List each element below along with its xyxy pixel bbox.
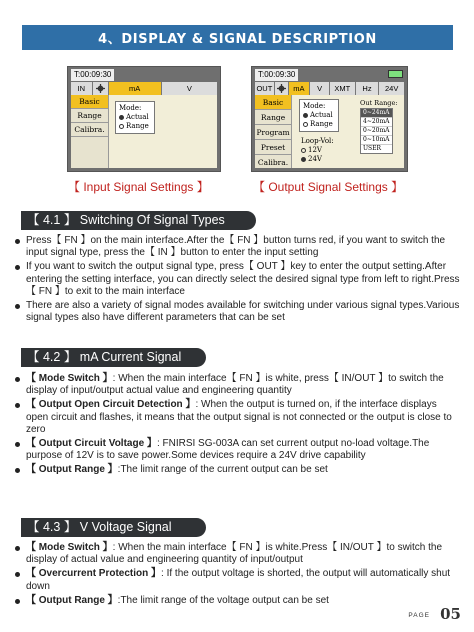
bullet-dot: [15, 442, 20, 447]
screen-body: [71, 82, 217, 168]
mode-label: Mode:: [303, 102, 326, 110]
bullet-dot: [15, 377, 20, 382]
bullet-keyword: 【 Output Range 】: [26, 594, 118, 606]
bullet-dot: [15, 599, 20, 604]
bullet-text: : When the main interface【 FN 】is white, press【 IN/OUT 】to switch the display of input/output actual value and engineering quantity: [26, 373, 444, 397]
bullet-dot: [15, 239, 20, 244]
bullet-text: If you want to switch the output signal type, press【 OUT 】key to enter the output setting.After entering the setting interface, you can directly select the desired signal type from left to right.Press【 FN 】to exit to the main interface: [26, 261, 460, 297]
bullet-keyword: 【 Mode Switch 】: [26, 373, 113, 384]
radio-icon: [119, 124, 124, 129]
range-option: 0~20mA: [361, 127, 392, 136]
bullet-keyword: 【 Overcurrent Protection 】: [26, 568, 162, 580]
list-item: [10, 399, 460, 436]
bullet-keyword: 【 Mode Switch 】: [26, 542, 113, 553]
bullet-text: : When the main interface【 FN 】is white.Press【 IN/OUT 】to switch the display of actual value and engineering quantity of input/output: [26, 542, 443, 566]
section-heading-4-2: 【 4.2 】 mA Current Signal: [21, 348, 206, 367]
bullet-text: : When the output is turned on, if the interface displays open circuit and flashes, it means that the output signal is not connected or the output is close to zero: [26, 399, 452, 435]
mode-option-range: Range: [310, 120, 333, 128]
mode-option-range: Range: [126, 122, 149, 130]
mode-box: [115, 101, 155, 134]
time-display: T:00:09:30: [71, 69, 114, 81]
time-display: T:00:09:30: [255, 69, 298, 81]
output-caption: 【 Output Signal Settings 】: [253, 180, 404, 194]
loop-vol-label: Loop-Vol:: [301, 137, 334, 145]
bullet-text: : If the output voltage is shorted, the output will automatically shut down: [26, 568, 451, 592]
gear-icon: [93, 82, 109, 95]
list-item: [10, 595, 460, 607]
out-range-panel: [360, 99, 398, 154]
side-item-range: Range: [255, 110, 291, 125]
list-item: [10, 235, 460, 259]
tab-24v: 24V: [379, 82, 404, 95]
page-label: PAGE: [408, 612, 430, 619]
tab-ma: mA: [289, 82, 311, 95]
bullet-text: Press【 FN 】on the main interface.After the【 FN 】button turns red, if you want to switch the input signal type, press the【 IN 】button to enter the input setting: [26, 235, 446, 259]
side-item-program: Program: [255, 125, 291, 140]
bullet-text: There are also a variety of signal modes available for switching under various signal types.Various signal types also have different parameters that can be set: [26, 300, 460, 324]
list-item: [10, 300, 460, 324]
bullet-dot: [15, 403, 20, 408]
mode-option-actual: Actual: [126, 113, 149, 121]
list-item: [10, 542, 460, 566]
loop-option-24v: 24V: [308, 155, 322, 163]
list-item: [10, 464, 460, 476]
side-item-range: Range: [71, 109, 108, 123]
radio-icon: [301, 148, 306, 153]
mode-option-actual: Actual: [310, 111, 333, 119]
page-title: 4、DISPLAY & SIGNAL DESCRIPTION: [98, 32, 377, 47]
tab-out: OUT: [255, 82, 275, 95]
bullet-text: : FNIRSI SG-003A can set current output no-load voltage.The purpose of 12V is to save power.Some devices require a 24V drive capability: [26, 438, 430, 462]
out-range-list: [360, 108, 393, 154]
input-signal-screen: [67, 66, 221, 172]
tab-hz: Hz: [356, 82, 380, 95]
side-menu: [255, 95, 292, 168]
tab-v: V: [310, 82, 330, 95]
bullet-dot: [15, 468, 20, 473]
bullet-text: :The limit range of the voltage output can be set: [117, 594, 329, 606]
list-item: [10, 568, 460, 592]
radio-icon: [303, 122, 308, 127]
screen-body: [255, 82, 404, 168]
radio-selected-icon: [119, 115, 124, 120]
input-caption: 【 Input Signal Settings 】: [68, 180, 209, 194]
bullet-dot: [15, 265, 20, 270]
bullet-dot: [15, 572, 20, 577]
out-range-label: Out Range:: [360, 99, 398, 107]
range-option: USER: [363, 145, 382, 152]
tab-in: IN: [71, 82, 93, 95]
list-item: [10, 261, 460, 298]
bullet-text: :The limit range of the current output can be set: [117, 464, 328, 476]
list-item: [10, 373, 460, 397]
side-item-basic: Basic: [255, 95, 291, 110]
section-4-1-list: [10, 235, 460, 326]
battery-icon: [388, 70, 403, 78]
title-banner: [22, 25, 453, 50]
tab-xmt: XMT: [330, 82, 356, 95]
tab-row: [71, 82, 217, 95]
radio-selected-icon: [303, 113, 308, 118]
side-item-calibra: Calibra.: [71, 123, 108, 137]
list-item: [10, 438, 460, 462]
side-menu: [71, 95, 109, 168]
side-item-basic: Basic: [71, 95, 108, 109]
side-item-preset: Preset: [255, 140, 291, 155]
page-number: 05: [440, 605, 461, 623]
side-item-calibra: Calibra.: [257, 158, 289, 167]
mode-label: Mode:: [119, 104, 142, 112]
section-4-2-list: [10, 373, 460, 479]
tab-v: V: [162, 82, 217, 95]
range-option: 0~10mA: [361, 136, 392, 145]
bullet-keyword: 【 Output Range 】: [26, 464, 118, 476]
bullet-dot: [15, 546, 20, 551]
tab-row: [255, 82, 404, 95]
range-option: 4~20mA: [361, 118, 392, 127]
loop-vol-panel: [301, 137, 334, 164]
radio-selected-icon: [301, 157, 306, 162]
range-option: 0~24mA: [361, 109, 392, 118]
section-heading-4-1: 【 4.1 】 Switching Of Signal Types: [21, 211, 256, 230]
loop-option-12v: 12V: [308, 146, 322, 154]
section-4-3-list: [10, 542, 460, 609]
bullet-keyword: 【 Output Open Circuit Detection 】: [26, 399, 196, 411]
section-heading-4-3: 【 4.3 】 V Voltage Signal: [21, 518, 206, 537]
bullet-dot: [15, 304, 20, 309]
tab-ma: mA: [109, 82, 162, 95]
mode-box: [299, 99, 339, 132]
bullet-keyword: 【 Output Circuit Voltage 】: [26, 438, 157, 450]
gear-icon: [275, 82, 289, 95]
output-signal-screen: [251, 66, 408, 172]
